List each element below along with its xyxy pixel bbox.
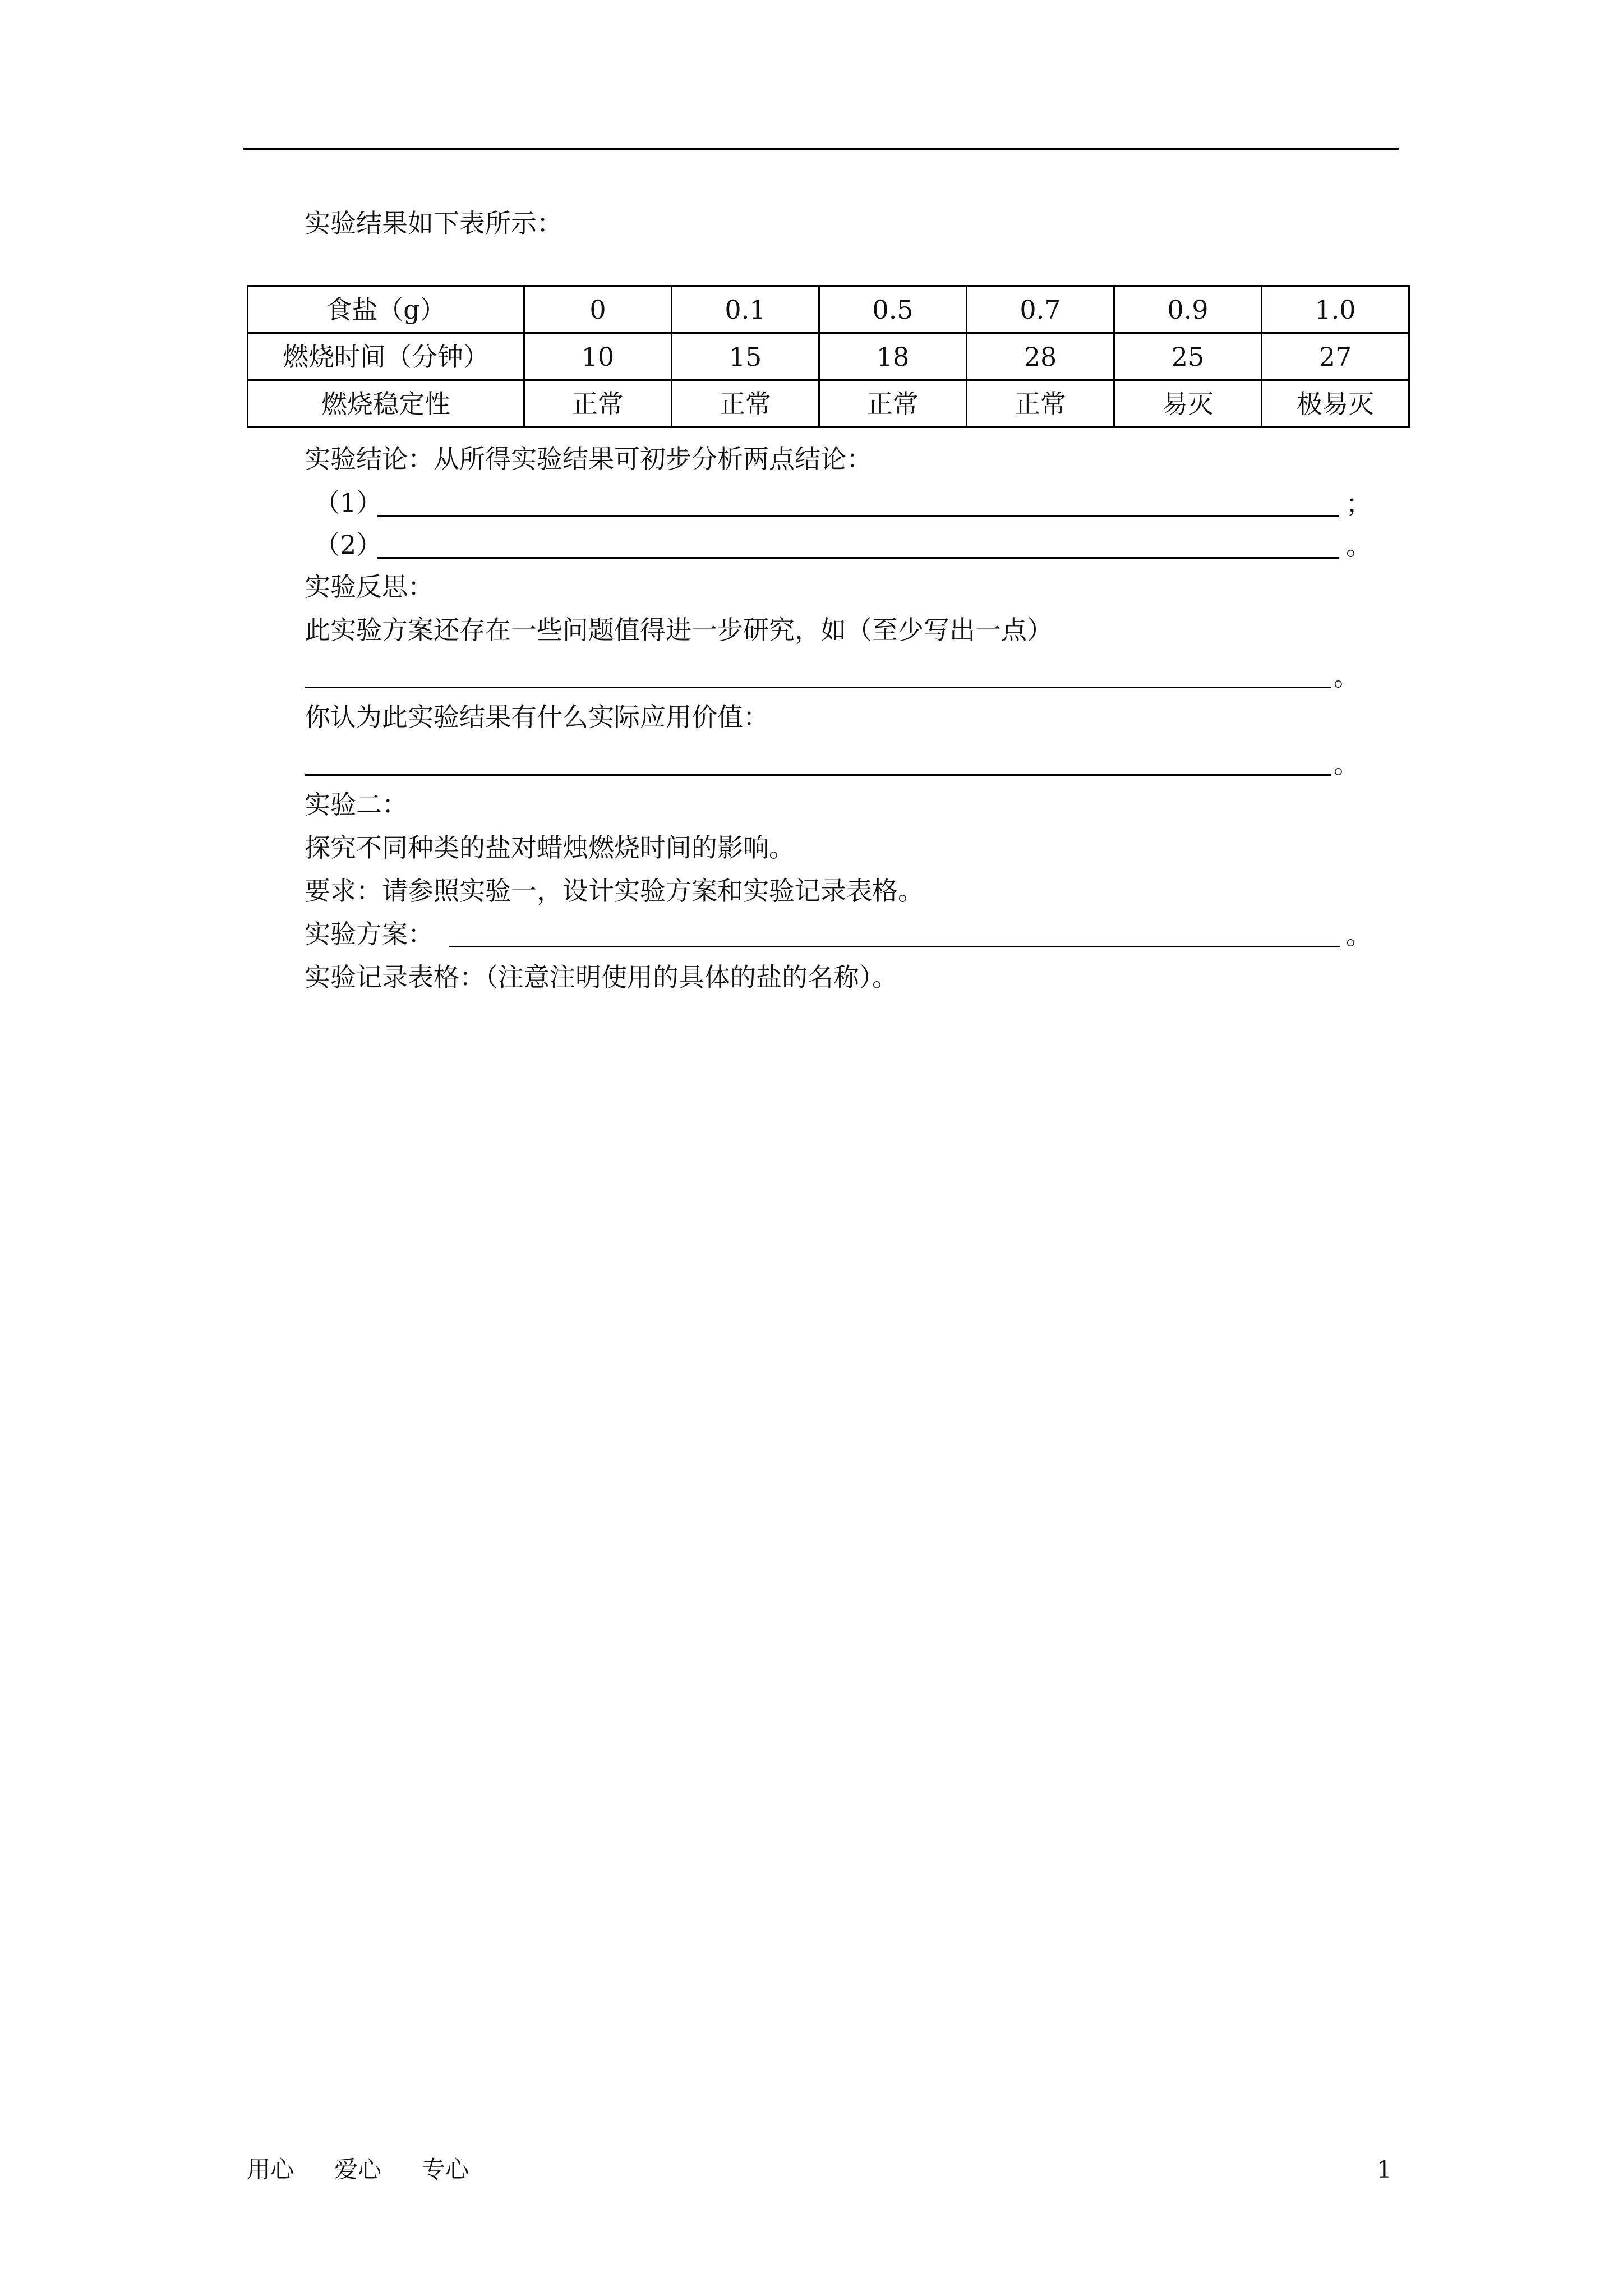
application-question: 你认为此实验结果有什么实际应用价值：	[305, 702, 769, 732]
reflection-answer-blank[interactable]	[305, 687, 1331, 688]
table-cell: 0.5	[819, 286, 967, 333]
conclusion-item-2-end: 。	[1346, 531, 1372, 561]
conclusion-item-1-end: ；	[1346, 489, 1372, 519]
reflection-question: 此实验方案还存在一些问题值得进一步研究，如（至少写出一点）	[305, 615, 1053, 645]
table-cell: 正常	[819, 380, 967, 427]
table-cell: 15	[672, 333, 819, 380]
table-cell: 正常	[967, 380, 1114, 427]
exp2-requirement: 要求：请参照实验一，设计实验方案和实验记录表格。	[305, 876, 924, 906]
conclusion-item-1-number: （1）	[314, 487, 382, 518]
footer-text-2: 爱心	[334, 2156, 382, 2183]
row-label: 食盐（g）	[248, 286, 524, 333]
table-cell: 10	[524, 333, 672, 380]
exp2-plan-blank[interactable]	[449, 946, 1340, 947]
intro-text: 实验结果如下表所示：	[305, 208, 562, 238]
conclusion-item-1-blank[interactable]	[377, 515, 1339, 517]
reflection-end: 。	[1334, 661, 1359, 692]
row-label: 燃烧时间（分钟）	[248, 333, 524, 380]
reflection-heading: 实验反思：	[305, 572, 434, 602]
application-end: 。	[1334, 749, 1359, 779]
table-row-burn-time	[248, 333, 1409, 380]
page-number: 1	[1377, 2156, 1392, 2183]
table-cell: 28	[967, 333, 1114, 380]
footer-text-1: 用心	[247, 2156, 294, 2183]
table-cell: 27	[1262, 333, 1409, 380]
table-cell: 0.9	[1114, 286, 1262, 333]
table-cell: 0	[524, 286, 672, 333]
table-cell: 0.1	[672, 286, 819, 333]
exp2-plan-label: 实验方案：	[305, 919, 434, 949]
conclusion-heading: 实验结论：从所得实验结果可初步分析两点结论：	[305, 444, 872, 474]
table-cell: 正常	[672, 380, 819, 427]
table-cell: 18	[819, 333, 967, 380]
footer-text-3: 专心	[422, 2156, 469, 2183]
header-rule	[243, 148, 1399, 150]
exp2-heading: 实验二：	[305, 789, 408, 820]
table-row-salt	[248, 286, 1409, 333]
table-cell: 25	[1114, 333, 1262, 380]
table-cell: 易灭	[1114, 380, 1262, 427]
exp2-topic: 探究不同种类的盐对蜡烛燃烧时间的影响。	[305, 832, 795, 863]
results-table	[247, 285, 1410, 428]
exp2-table-label: 实验记录表格：（注意注明使用的具体的盐的名称）。	[305, 962, 898, 992]
table-cell: 0.7	[967, 286, 1114, 333]
exp2-plan-end: 。	[1346, 920, 1372, 950]
table-cell: 1.0	[1262, 286, 1409, 333]
conclusion-item-2-number: （2）	[314, 530, 382, 560]
row-label: 燃烧稳定性	[248, 380, 524, 427]
conclusion-item-2-blank[interactable]	[377, 557, 1339, 559]
table-cell: 极易灭	[1262, 380, 1409, 427]
application-answer-blank[interactable]	[305, 774, 1331, 776]
table-row-stability	[248, 380, 1409, 427]
table-cell: 正常	[524, 380, 672, 427]
